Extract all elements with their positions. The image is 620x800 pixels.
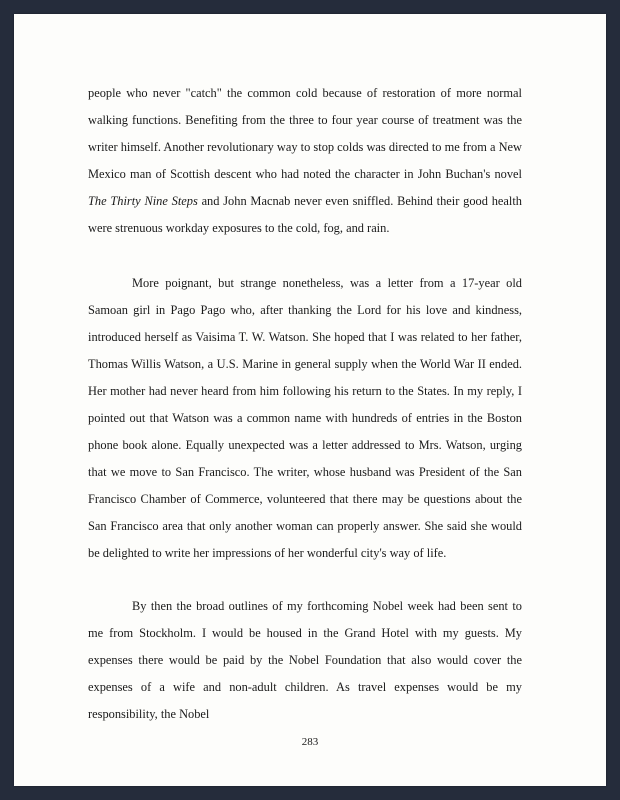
paragraph-1-text-a: people who never "catch" the common cold because of restoration of more normal walking functions. Benefiting from the three to four year course of treatment was the writer himself. Another revolutionary way to stop colds was directed to me from a New Mexico man of Scottish descent who had noted the character in John Buchan's novel [88,86,522,181]
paragraph-2-text: More poignant, but strange nonetheless, was a letter from a 17-year old Samoan girl in Pago Pago who, after thanking the Lord for his love and kindness, introduced herself as Vaisima T. W. Watson. She hoped that I was related to her father, Thomas Willis Watson, a U.S. Marine in general supply when the World War II ended. Her mother had never heard from him following his return to the States. In my reply, I pointed out that Watson was a common name with hundreds of entries in the Boston phone book alone. Equally unexpected was a letter addressed to Mrs. Watson, urging that we move to San Francisco. The writer, whose husband was President of the San Francisco Chamber of Commerce, volunteered that there may be questions about the San Francisco area that only another woman can properly answer. She said she would be delighted to write her impressions of her wonderful city's way of life. [88,276,522,560]
paragraph-3-text: By then the broad outlines of my forthcoming Nobel week had been sent to me from Stockholm. I would be housed in the Grand Hotel with my guests. My expenses there would be paid by the Nobel Foundation that also would cover the expenses of a wife and non-adult children. As travel expenses would be my responsibility, the Nobel [88,599,522,721]
paragraph-1 [88,80,522,242]
paragraph-1-text-b: and John Macnab never even sniffled. Behind their good health were strenuous workday exposures to the cold, fog, and rain. [88,194,522,235]
paragraph-3 [88,593,522,728]
paragraph-2 [88,270,522,567]
book-title: The Thirty Nine Steps [88,194,198,208]
page-number: 283 [301,736,319,748]
